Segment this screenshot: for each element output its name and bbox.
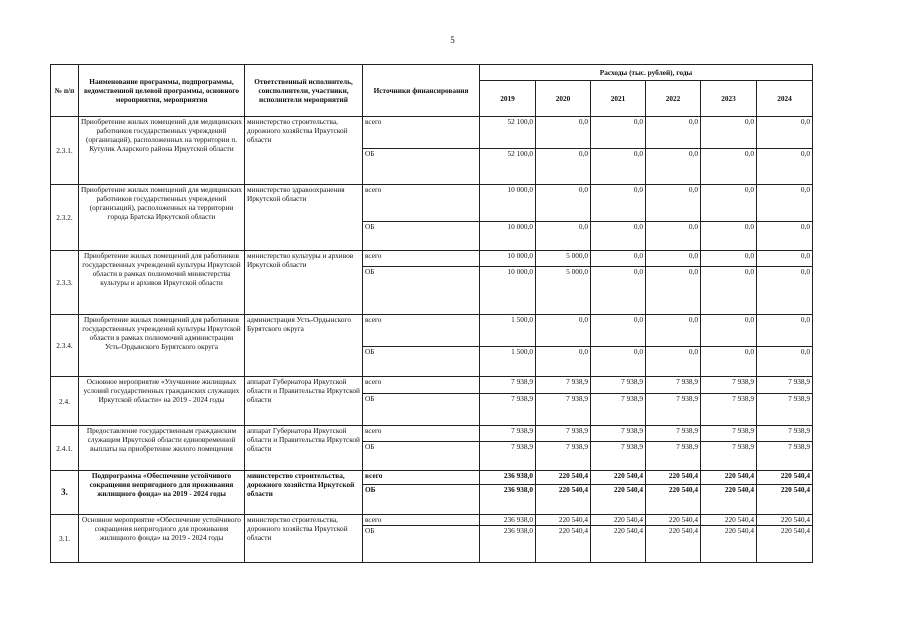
row-name: Приобретение жилых помещений для медицинских работников государственных учреждений (организаций), расположенных на территории города Братска Иркутской области: [79, 185, 245, 251]
row-value: 0,0: [591, 185, 646, 222]
row-value: 7 938,9: [646, 394, 701, 426]
table-row: [51, 515, 813, 526]
table-row: [51, 185, 813, 222]
row-value: 0,0: [591, 117, 646, 149]
row-value: 0,0: [591, 149, 646, 185]
row-value: 0,0: [757, 185, 813, 222]
row-value: 0,0: [646, 347, 701, 377]
row-value: 0,0: [701, 222, 757, 251]
row-value: 0,0: [701, 117, 757, 149]
row-value: 220 540,4: [701, 515, 757, 526]
header-name: Наименование программы, подпрограммы, ведомственной целевой программы, основного мероприятия, мероприятия: [79, 65, 245, 117]
row-value: 7 938,9: [536, 394, 591, 426]
row-value: 5 000,0: [536, 251, 591, 267]
row-source: всего: [363, 315, 480, 347]
row-name: Основное мероприятие «Обеспечение устойчивого сокращения непригодного для проживания жилищного фонда» на 2019 - 2024 годы: [79, 515, 245, 563]
table-row: [51, 426, 813, 442]
row-value: 7 938,9: [480, 442, 536, 471]
row-value: 220 540,4: [591, 515, 646, 526]
header-expenses: Расходы (тыс. рублей), годы: [480, 65, 813, 81]
row-source: всего: [363, 471, 480, 485]
row-value: 220 540,4: [591, 526, 646, 563]
row-number: 2.4.1.: [51, 426, 79, 471]
row-value: 7 938,9: [701, 377, 757, 394]
row-value: 0,0: [591, 251, 646, 267]
row-value: 220 540,4: [591, 471, 646, 485]
row-number: 3.1.: [51, 515, 79, 563]
row-value: 0,0: [646, 117, 701, 149]
row-value: 7 938,9: [591, 394, 646, 426]
row-value: 0,0: [701, 251, 757, 267]
row-number: 3.: [51, 471, 79, 515]
row-value: 0,0: [757, 347, 813, 377]
row-source: ОБ: [363, 222, 480, 251]
row-number: 2.3.2.: [51, 185, 79, 251]
row-value: 7 938,9: [591, 442, 646, 471]
row-value: 10 000,0: [480, 267, 536, 315]
row-value: 7 938,9: [536, 426, 591, 442]
row-value: 220 540,4: [591, 485, 646, 515]
row-responsible: министерство строительства, дорожного хозяйства Иркутской области: [245, 471, 363, 515]
row-value: 0,0: [536, 185, 591, 222]
row-responsible: министерство строительства, дорожного хозяйства Иркутской области: [245, 117, 363, 185]
row-value: 0,0: [757, 251, 813, 267]
row-responsible: аппарат Губернатора Иркутской области и Правительства Иркутской области: [245, 426, 363, 471]
row-value: 0,0: [701, 149, 757, 185]
header-year: 2021: [591, 81, 646, 117]
header-year: 2022: [646, 81, 701, 117]
row-value: 0,0: [591, 347, 646, 377]
row-value: 220 540,4: [757, 515, 813, 526]
row-value: 0,0: [757, 267, 813, 315]
row-value: 7 938,9: [591, 426, 646, 442]
row-value: 220 540,4: [646, 526, 701, 563]
row-value: 236 938,0: [480, 471, 536, 485]
row-value: 0,0: [757, 117, 813, 149]
row-value: 7 938,9: [646, 377, 701, 394]
header-year: 2024: [757, 81, 813, 117]
row-value: 7 938,9: [757, 394, 813, 426]
row-value: 0,0: [757, 149, 813, 185]
row-value: 1 500,0: [480, 347, 536, 377]
row-value: 0,0: [536, 315, 591, 347]
row-source: ОБ: [363, 485, 480, 515]
row-value: 220 540,4: [646, 485, 701, 515]
row-source: ОБ: [363, 442, 480, 471]
row-source: ОБ: [363, 394, 480, 426]
row-value: 220 540,4: [757, 485, 813, 515]
row-value: 220 540,4: [536, 515, 591, 526]
row-value: 220 540,4: [701, 471, 757, 485]
row-value: 0,0: [646, 149, 701, 185]
row-value: 7 938,9: [757, 442, 813, 471]
row-value: 220 540,4: [646, 515, 701, 526]
row-name: Приобретение жилых помещений для работников государственных учреждений культуры Иркутской области в рамках полномочий министерства культуры и архивов Иркутской области: [79, 251, 245, 315]
row-value: 220 540,4: [701, 526, 757, 563]
row-source: всего: [363, 185, 480, 222]
row-responsible: министерство строительства, дорожного хозяйства Иркутской области: [245, 515, 363, 563]
row-source: ОБ: [363, 267, 480, 315]
header-year: 2019: [480, 81, 536, 117]
row-value: 10 000,0: [480, 185, 536, 222]
row-value: 5 000,0: [536, 267, 591, 315]
row-value: 52 100,0: [480, 149, 536, 185]
row-responsible: аппарат Губернатора Иркутской области и Правительства Иркутской области: [245, 377, 363, 426]
row-value: 0,0: [646, 222, 701, 251]
row-responsible: администрация Усть-Ордынского Бурятского округа: [245, 315, 363, 377]
row-name: Предоставление государственным гражданским служащим Иркутской области единовременной выплаты на приобретение жилого помещения: [79, 426, 245, 471]
table-body: [51, 117, 813, 563]
header-year: 2023: [701, 81, 757, 117]
row-responsible: министерство здравоохранения Иркутской области: [245, 185, 363, 251]
row-source: всего: [363, 515, 480, 526]
row-value: 0,0: [646, 185, 701, 222]
row-value: 220 540,4: [757, 471, 813, 485]
row-value: 0,0: [646, 251, 701, 267]
row-source: всего: [363, 426, 480, 442]
table-row: [51, 471, 813, 485]
header-responsible: Ответственный исполнитель, соисполнители, участники, исполнители мероприятий: [245, 65, 363, 117]
row-value: 7 938,9: [480, 394, 536, 426]
row-value: 0,0: [646, 267, 701, 315]
row-value: 236 938,0: [480, 515, 536, 526]
row-value: 10 000,0: [480, 222, 536, 251]
row-name: Основное мероприятие «Улучшение жилищных условий государственных гражданских служащих Иркутской области» на 2019 - 2024 годы: [79, 377, 245, 426]
row-value: 236 938,0: [480, 526, 536, 563]
row-number: 2.4.: [51, 377, 79, 426]
row-value: 236 938,0: [480, 485, 536, 515]
row-name: Подпрограмма «Обеспечение устойчивого сокращения непригодного для проживания жилищного фонда» на 2019 - 2024 годы: [79, 471, 245, 515]
row-source: ОБ: [363, 149, 480, 185]
row-source: ОБ: [363, 526, 480, 563]
row-value: 0,0: [591, 222, 646, 251]
row-value: 0,0: [646, 315, 701, 347]
row-source: всего: [363, 251, 480, 267]
row-value: 220 540,4: [536, 526, 591, 563]
row-value: 0,0: [536, 117, 591, 149]
row-value: 0,0: [591, 267, 646, 315]
table-row: [51, 251, 813, 267]
row-value: 0,0: [536, 149, 591, 185]
row-value: 7 938,9: [757, 377, 813, 394]
row-value: 7 938,9: [591, 377, 646, 394]
row-value: 7 938,9: [701, 442, 757, 471]
row-number: 2.3.3.: [51, 251, 79, 315]
row-value: 7 938,9: [480, 377, 536, 394]
row-value: 1 500,0: [480, 315, 536, 347]
row-value: 0,0: [701, 185, 757, 222]
row-number: 2.3.4.: [51, 315, 79, 377]
table-row: [51, 377, 813, 394]
row-value: 52 100,0: [480, 117, 536, 149]
row-value: 7 938,9: [701, 426, 757, 442]
page-number: 5: [450, 35, 455, 45]
row-value: 7 938,9: [646, 442, 701, 471]
row-source: всего: [363, 377, 480, 394]
row-value: 10 000,0: [480, 251, 536, 267]
row-name: Приобретение жилых помещений для медицинских работников государственных учреждений (организаций), расположенных на территории п. Кутулик Аларского района Иркутской области: [79, 117, 245, 185]
row-value: 0,0: [701, 347, 757, 377]
row-value: 7 938,9: [480, 426, 536, 442]
table-row: [51, 117, 813, 149]
row-responsible: министерство культуры и архивов Иркутской области: [245, 251, 363, 315]
expenses-table: [50, 64, 813, 563]
row-value: 0,0: [591, 315, 646, 347]
row-source: всего: [363, 117, 480, 149]
row-name: Приобретение жилых помещений для работников государственных учреждений культуры Иркутской области в рамках полномочий администрации Усть-Ордынского Бурятского округа: [79, 315, 245, 377]
header-source: Источники финансирования: [363, 65, 480, 117]
row-value: 0,0: [536, 347, 591, 377]
row-value: 0,0: [757, 222, 813, 251]
row-value: 220 540,4: [536, 485, 591, 515]
row-value: 7 938,9: [701, 394, 757, 426]
row-value: 0,0: [536, 222, 591, 251]
row-value: 0,0: [757, 315, 813, 347]
table-row: [51, 315, 813, 347]
header-num: № п/п: [51, 65, 79, 117]
row-source: ОБ: [363, 347, 480, 377]
header-year: 2020: [536, 81, 591, 117]
row-value: 7 938,9: [536, 442, 591, 471]
row-value: 7 938,9: [646, 426, 701, 442]
row-value: 7 938,9: [757, 426, 813, 442]
row-value: 0,0: [701, 267, 757, 315]
row-value: 220 540,4: [757, 526, 813, 563]
row-value: 220 540,4: [536, 471, 591, 485]
row-value: 0,0: [701, 315, 757, 347]
row-value: 220 540,4: [701, 485, 757, 515]
row-value: 7 938,9: [536, 377, 591, 394]
row-value: 220 540,4: [646, 471, 701, 485]
row-number: 2.3.1.: [51, 117, 79, 185]
